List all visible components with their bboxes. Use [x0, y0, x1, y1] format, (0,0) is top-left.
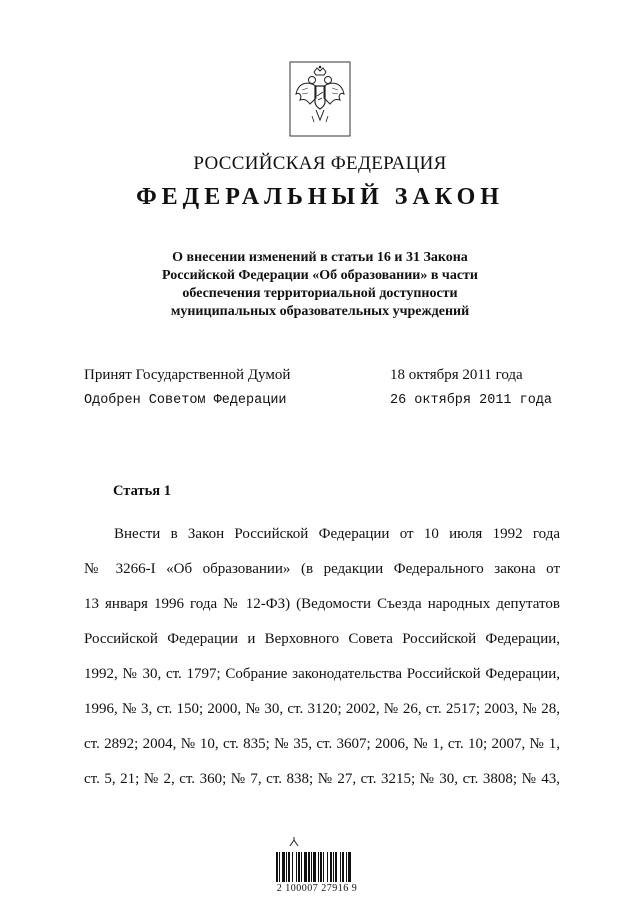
barcode-icon	[276, 852, 360, 882]
article-line: ст. 2892; 2004, № 10, ст. 835; № 35, ст. 3607; 2006, № 1, ст. 10; 2007, № 1,	[84, 736, 560, 752]
coat-of-arms-icon	[288, 60, 352, 138]
law-title-line: О внесении изменений в статьи 16 и 31 Закона	[172, 250, 468, 265]
council-approval-label: Одобрен Советом Федерации	[84, 393, 287, 408]
document-type: ФЕДЕРАЛЬНЫЙ ЗАКОН	[136, 184, 504, 210]
article-line: 1992, № 30, ст. 1797; Собрание законодательства Российской Федерации,	[84, 666, 560, 682]
article-line: 13 января 1996 года № 12-ФЗ) (Ведомости Съезда народных депутатов	[84, 596, 560, 612]
article-line: ст. 5, 21; № 2, ст. 360; № 7, ст. 838; № 27, ст. 3215; № 30, ст. 3808; № 43,	[84, 771, 560, 787]
law-title-line: муниципальных образовательных учреждений	[170, 304, 470, 319]
document-barcode	[262, 836, 372, 896]
barcode-number: 2 100007 27916 9	[276, 883, 358, 894]
law-title-line: Российской Федерации «Об образовании» в части	[161, 268, 478, 283]
article-body	[84, 517, 560, 797]
duma-adoption-date: 18 октября 2011 года	[390, 367, 523, 383]
article-line: Внести в Закон Российской Федерации от 10 июля 1992 года	[114, 526, 560, 542]
article-heading: Статья 1	[113, 483, 171, 499]
scissors-mark-icon	[288, 836, 300, 848]
article-line: № 3266-I «Об образовании» (в редакции Федерального закона от	[84, 561, 560, 577]
duma-adoption-label: Принят Государственной Думой	[84, 367, 291, 383]
country-name: РОССИЙСКАЯ ФЕДЕРАЦИЯ	[193, 153, 447, 174]
council-approval-date: 26 октября 2011 года	[390, 393, 553, 408]
article-line: Российской Федерации и Верховного Совета Российской Федерации,	[84, 631, 560, 647]
law-title	[110, 249, 530, 321]
article-line: 1996, № 3, ст. 150; 2000, № 30, ст. 3120; 2002, № 26, ст. 2517; 2003, № 28,	[84, 701, 560, 717]
law-title-line: обеспечения территориальной доступности	[182, 286, 458, 301]
